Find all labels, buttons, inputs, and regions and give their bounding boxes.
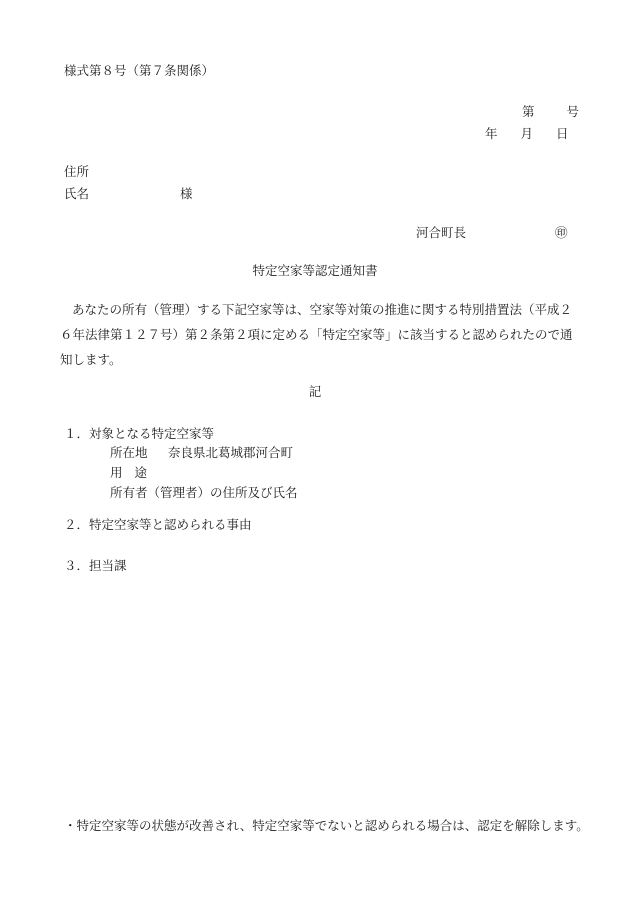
owner-label: 所有者（管理者）の住所及び氏名 (110, 485, 298, 500)
document-title: 特定空家等認定通知書 (252, 263, 378, 278)
number-prefix: 第 (522, 104, 535, 119)
issuer-name: 河合町長 (416, 225, 467, 240)
year-label: 年 (485, 126, 498, 141)
location-value: 奈良県北葛城郡河合町 (168, 445, 294, 460)
number-suffix: 号 (566, 104, 580, 119)
month-label: 月 (520, 126, 534, 141)
document-number-line (522, 106, 579, 119)
body-paragraph: あなたの所有（管理）する下記空家等は、空家等対策の推進に関する特別措置法（平成２６年法律第１２７号）第２条第２項に定める「特定空家等」に該当すると認められたので通知します。 (60, 302, 573, 367)
day-label: 日 (556, 126, 569, 141)
recipient-honorific: 様 (180, 186, 193, 201)
recipient-address-label: 住所 (64, 164, 90, 179)
location-label: 所在地 (110, 445, 148, 460)
item-1-title: １．対象となる特定空家等 (64, 426, 215, 441)
seal-mark: ㊞ (555, 225, 568, 240)
recipient-name-label: 氏名 (64, 186, 90, 201)
item-2-title: ２．特定空家等と認められる事由 (64, 517, 252, 532)
footer-note: ・特定空家等の状態が改善され、特定空家等でないと認められる場合は、認定を解除します。 (64, 818, 589, 833)
form-number-label: 様式第８号（第７条関係） (64, 63, 215, 78)
ki-heading: 記 (308, 384, 322, 399)
date-line (485, 128, 569, 141)
use-label: 用途 (110, 465, 160, 480)
item-3-title: ３．担当課 (64, 558, 127, 573)
